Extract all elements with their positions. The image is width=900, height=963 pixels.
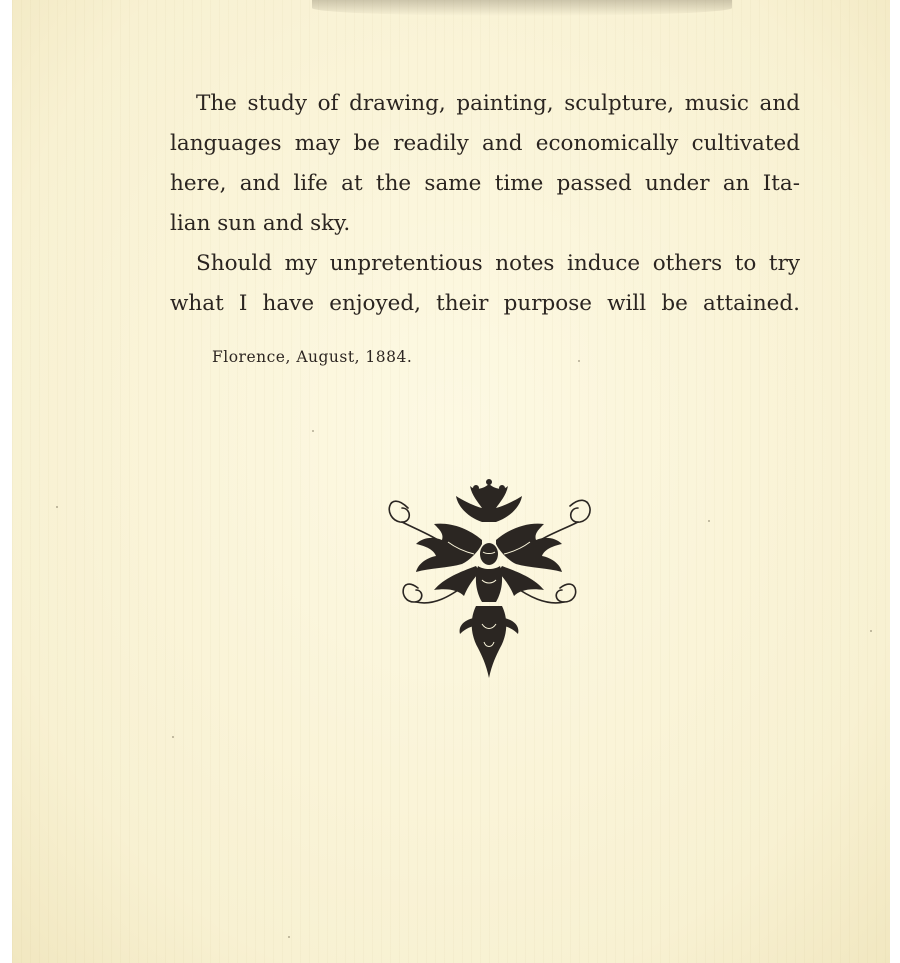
body-text (170, 84, 800, 324)
paper-speck (464, 268, 466, 270)
foliate-mermaid-tailpiece-icon (378, 478, 600, 684)
paper-speck (172, 736, 174, 738)
paper-speck (578, 360, 580, 362)
text-line: here, and life at the same time passed under an Ita- (170, 171, 800, 196)
text-line: Should my unpretentious notes induce others to try (196, 251, 800, 276)
paper-speck (56, 506, 58, 508)
paragraph-study (170, 84, 800, 244)
text-line: languages may be readily and economically cultivated (170, 131, 800, 156)
book-page (12, 0, 890, 963)
paper-speck (288, 936, 290, 938)
paper-speck (312, 430, 314, 432)
text-line: what I have enjoyed, their purpose will be attained. (170, 291, 800, 316)
paragraph-purpose (170, 244, 800, 324)
dateline: Florence, August, 1884. (212, 348, 413, 366)
paper-speck (870, 630, 872, 632)
paper-speck (708, 520, 710, 522)
text-line: The study of drawing, painting, sculpture, music and (196, 91, 800, 116)
page-edge-shadow (312, 0, 732, 16)
text-line: lian sun and sky. (170, 211, 351, 236)
